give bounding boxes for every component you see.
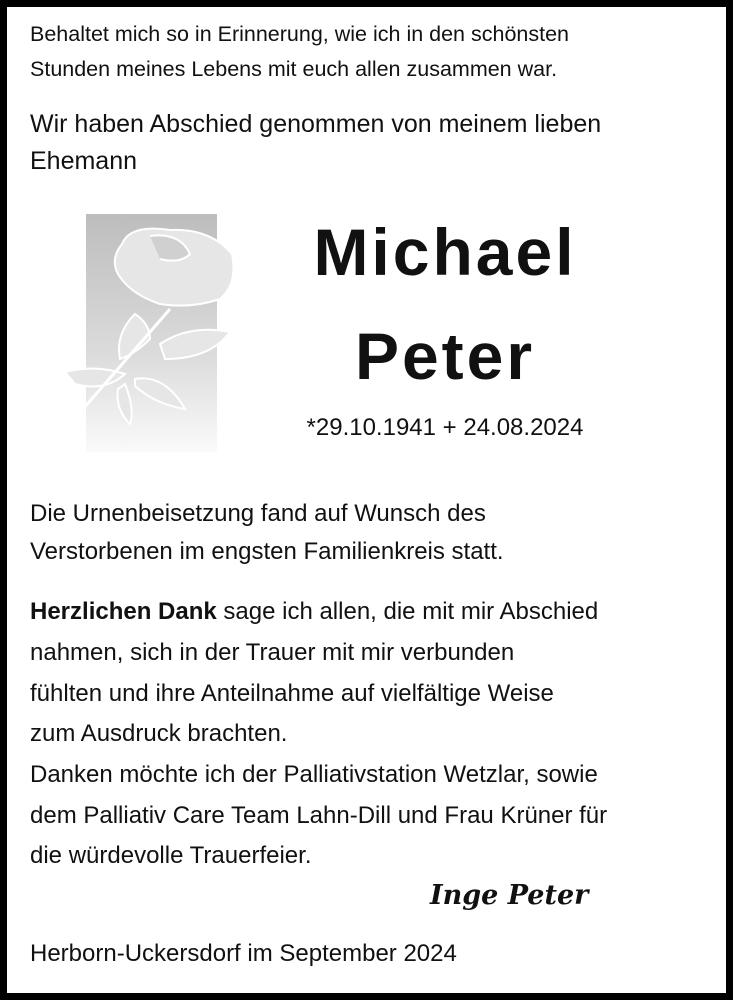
thanks-line: die würdevolle Trauerfeier. xyxy=(30,842,312,869)
intro-line-1: Wir haben Abschied genommen von meinem lieben xyxy=(30,110,602,138)
thanks-bold: Herzlichen Dank xyxy=(30,598,217,625)
thanks-rest: sage ich allen, die mit mir Abschied xyxy=(216,598,599,625)
thanks-line: fühlten und ihre Anteilnahme auf vielfältige Weise xyxy=(30,680,554,707)
intro-line-2: Ehemann xyxy=(30,147,138,175)
motto-line-2: Stunden meines Lebens mit euch allen zusammen war. xyxy=(30,57,558,81)
burial-line-2: Verstorbenen im engsten Familienkreis statt. xyxy=(30,538,504,565)
place-date: Herborn-Uckersdorf im September 2024 xyxy=(30,940,457,967)
thanks-line: nahmen, sich in der Trauer mit mir verbunden xyxy=(30,639,515,666)
thanks-line: Danken möchte ich der Palliativstation Wetzlar, sowie xyxy=(30,761,598,788)
thanks-line: dem Palliativ Care Team Lahn-Dill und Frau Krüner für xyxy=(30,802,608,829)
deceased-last-name: Peter xyxy=(354,319,536,393)
life-dates: *29.10.1941 + 24.08.2024 xyxy=(306,414,584,441)
motto-line-1: Behaltet mich so in Erinnerung, wie ich in den schönsten xyxy=(30,22,570,46)
thanks-line-1 xyxy=(30,598,598,626)
signature: Inge Peter xyxy=(430,880,589,911)
deceased-first-name: Michael xyxy=(313,215,577,289)
thanks-line: zum Ausdruck brachten. xyxy=(30,720,288,747)
rose-icon xyxy=(60,214,240,454)
burial-line-1: Die Urnenbeisetzung fand auf Wunsch des xyxy=(30,500,486,527)
